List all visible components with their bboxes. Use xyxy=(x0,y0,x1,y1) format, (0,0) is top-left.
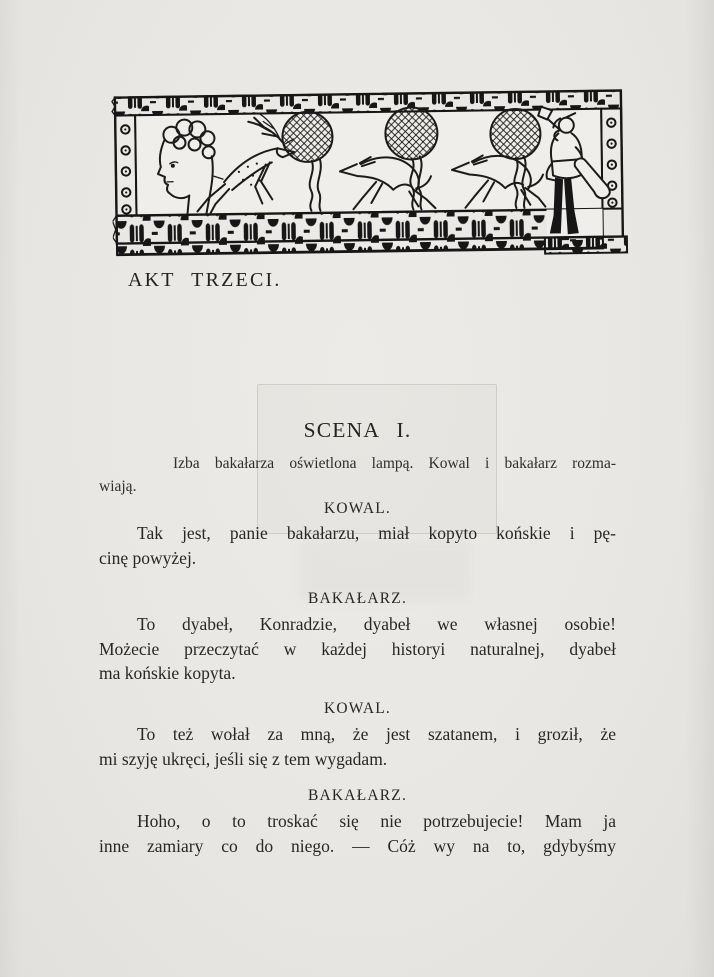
speaker-heading: BAKAŁARZ. xyxy=(307,787,408,804)
speech-line: cinę powyżej. xyxy=(99,547,197,568)
stage-direction-line: Izba bakałarza oświetlona lampą. Kowal i bakałarz rozma- xyxy=(173,455,616,472)
speech-paragraph xyxy=(99,521,616,570)
speech-paragraph xyxy=(99,809,616,858)
hunt-frieze-woodcut-icon xyxy=(111,86,633,265)
stage-direction xyxy=(99,452,616,498)
speech-line: Tak jest, panie bakałarzu, miał kopyto końskie i pę- xyxy=(137,523,616,543)
speaker-heading: KOWAL. xyxy=(323,700,392,717)
speech-line: ma końskie kopyta. xyxy=(99,663,236,683)
speech-line: To dyabeł, Konradzie, dyabeł we własnej osobie! xyxy=(137,614,616,634)
scene-heading: SCENA I. xyxy=(303,418,412,442)
speaker-heading: KOWAL. xyxy=(323,500,392,517)
frieze-extension-band xyxy=(545,236,627,253)
speech-line: Możecie przeczytać w każdej historyi naturalnej, dyabeł xyxy=(99,638,616,659)
speech-paragraph xyxy=(99,612,616,686)
speaker-heading: BAKAŁARZ. xyxy=(307,590,408,607)
act-heading: AKT TRZECI. xyxy=(128,269,282,291)
hunting-frieze-illustration xyxy=(111,86,633,265)
speech-line: Hoho, o to troskać się nie potrzebujecie! Mam ja xyxy=(137,811,616,831)
stage-direction-line: wiają. xyxy=(99,478,137,495)
speech-line: mi szyję ukręci, jeśli się z tem wygadam. xyxy=(99,748,388,769)
speech-line: inne zamiary co do niego. — Cóż wy na to, gdybyśmy xyxy=(99,835,616,856)
speech-paragraph xyxy=(99,722,616,771)
speech-line: To też wołał za mną, że jest szatanem, i groził, że xyxy=(137,724,616,744)
